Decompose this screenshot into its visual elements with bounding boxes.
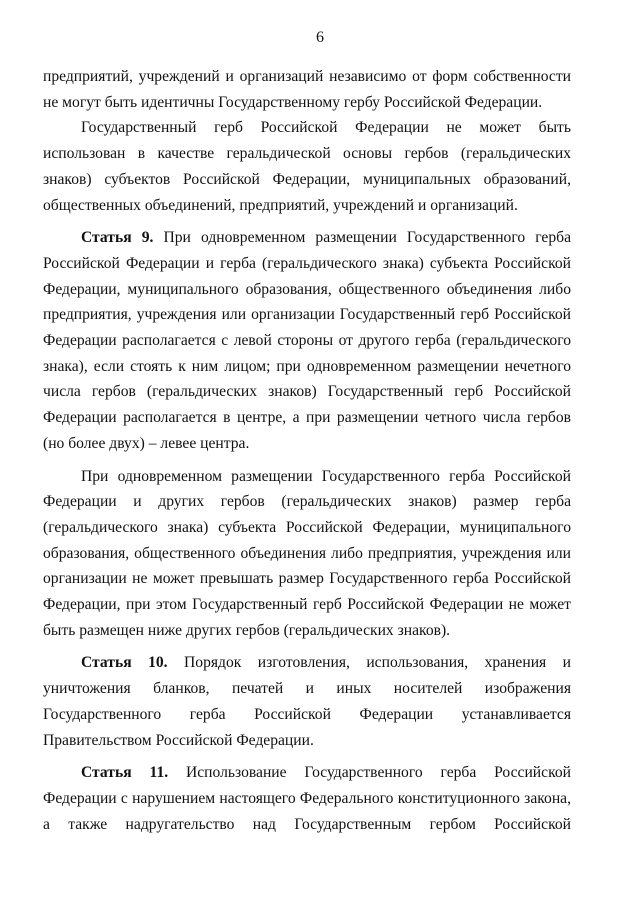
paragraph-emblem-usage xyxy=(43,115,571,218)
page-number: 6 xyxy=(316,29,324,46)
article-text: Порядок изготовления, использования, хранения и уничтожения бланков, печатей и иных носителей изображения Государственного герба Российской Федерации устанавливается Правительством Российской Федерации. xyxy=(43,654,571,749)
article-label: Статья 10. xyxy=(81,654,168,672)
article-10 xyxy=(43,650,571,753)
paragraph-text: При одновременном размещении Государственного герба Российской Федерации и других гербов (геральдических знаков) размер герба (геральдического знака) субъекта Российской Федерации, муниципального образования, общественного объединения либо предприятия, учреждения или организации не может превышать размер Государственного герба Российской Федерации, при этом Государственный герб Российской Федерации не может быть размещен ниже других гербов (геральдических знаков). xyxy=(43,467,571,639)
paragraph-continuation xyxy=(43,64,571,115)
article-9 xyxy=(43,225,571,456)
paragraph-emblem-size xyxy=(43,464,571,644)
paragraph-text: Государственный герб Российской Федерации не может быть использован в качестве геральдической основы гербов (геральдических знаков) субъектов Российской Федерации, муниципальных образований, общественных объединений, предприятий, учреждений и организаций. xyxy=(43,119,571,214)
paragraph-text: предприятий, учреждений и организаций независимо от форм собственности не могут быть идентичны Государственному гербу Российской Федерации. xyxy=(43,68,571,111)
article-text: При одновременном размещении Государственного герба Российской Федерации и герба (геральдического знака) субъекта Российской Федерации, муниципального образования, общественного объединения либо предприятия, учреждения или организации Государственный герб Российской Федерации располагается с левой стороны от другого герба (геральдического знака), если стоять к ним лицом; при одновременном размещении нечетного числа гербов (геральдических знаков) Государственный герб Российской Федерации располагается в центре, а при размещении четного числа гербов (но более двух) – левее центра. xyxy=(43,229,571,452)
article-11 xyxy=(43,760,571,837)
article-label: Статья 11. xyxy=(81,764,169,782)
article-label: Статья 9. xyxy=(81,229,154,247)
article-text: Использование Государственного герба Российской Федерации с нарушением настоящего Федерального конституционного закона, а также надругательство над Государственным гербом Российской xyxy=(43,764,571,833)
document-body xyxy=(43,64,571,837)
